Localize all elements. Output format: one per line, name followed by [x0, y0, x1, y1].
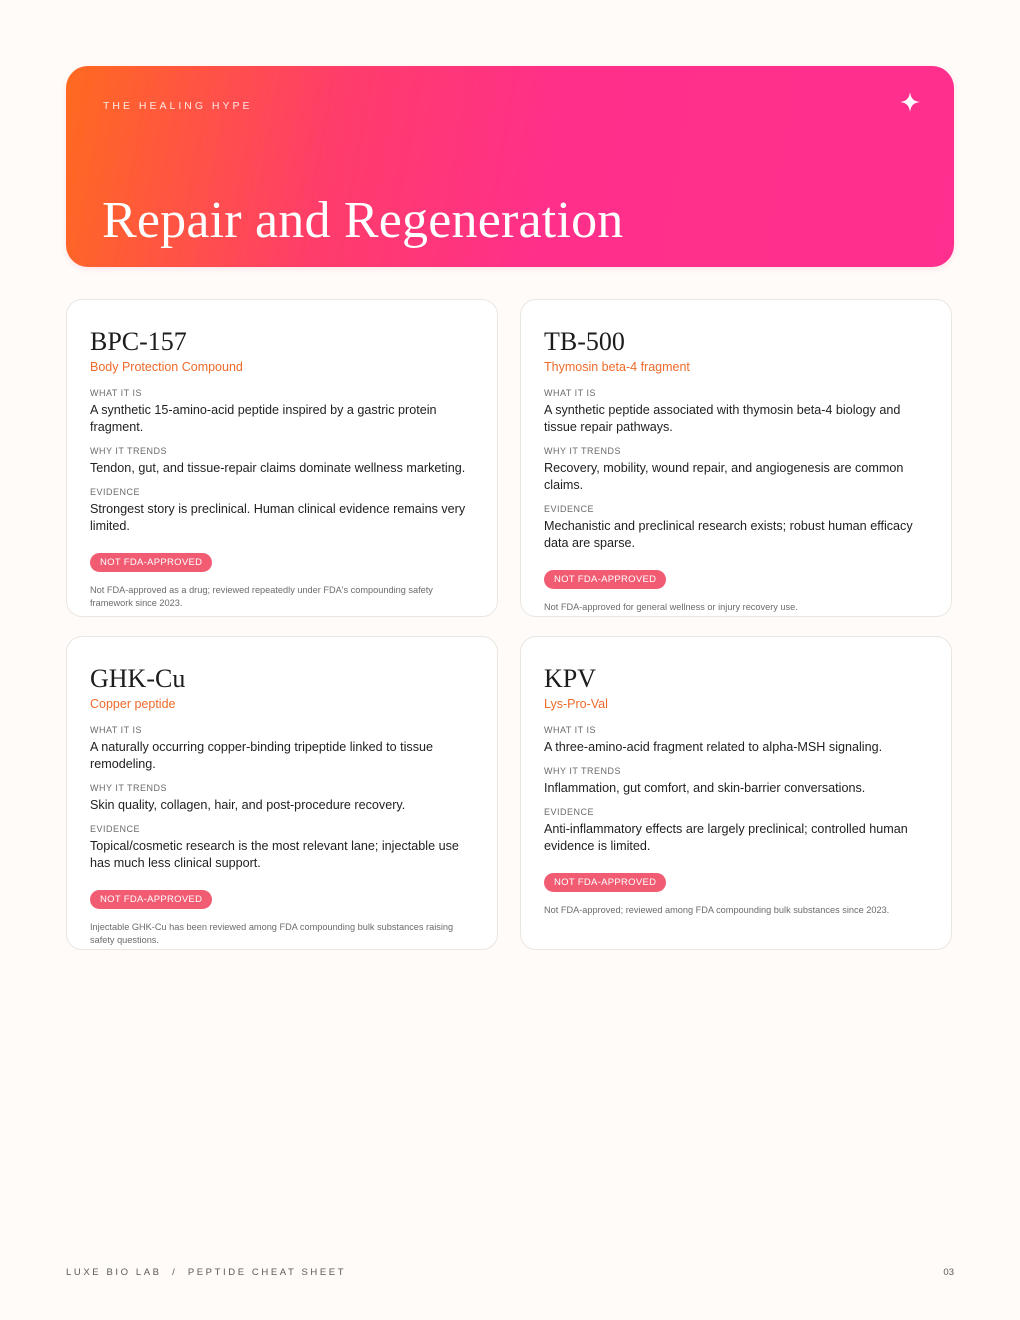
hero-eyebrow: THE HEALING HYPE [103, 100, 253, 112]
status-badge: NOT FDA-APPROVED [544, 873, 666, 892]
why-it-trends-label: WHY IT TRENDS [90, 446, 168, 456]
evidence-text: Strongest story is preclinical. Human clinical evidence remains very limited. [90, 502, 466, 533]
evidence-text: Mechanistic and preclinical research exists; robust human efficacy data are sparse. [544, 519, 913, 550]
why-it-trends-label: WHY IT TRENDS [544, 446, 622, 456]
evidence-label: EVIDENCE [544, 807, 595, 817]
evidence-label: EVIDENCE [90, 487, 141, 497]
status-badge: NOT FDA-APPROVED [544, 570, 666, 589]
why-it-trends-text: Skin quality, collagen, hair, and post-procedure recovery. [90, 798, 406, 812]
why-it-trends-text: Recovery, mobility, wound repair, and angiogenesis are common claims. [544, 461, 904, 492]
card-subtitle: Thymosin beta-4 fragment [544, 360, 690, 374]
what-it-is-text: A naturally occurring copper-binding tripeptide linked to tissue remodeling. [90, 740, 434, 771]
what-it-is-label: WHAT IT IS [544, 725, 597, 735]
regulatory-note: Not FDA-approved as a drug; reviewed repeatedly under FDA's compounding safety framework since 2023. [90, 585, 433, 608]
evidence-text: Anti-inflammatory effects are largely preclinical; controlled human evidence is limited. [544, 822, 908, 853]
sparkle-icon [900, 92, 920, 112]
card-subtitle: Body Protection Compound [90, 360, 243, 374]
card-name: GHK-Cu [90, 664, 186, 693]
peptide-card-kpv [520, 636, 952, 950]
regulatory-note: Not FDA-approved; reviewed among FDA compounding bulk substances since 2023. [544, 905, 890, 915]
what-it-is-label: WHAT IT IS [90, 388, 143, 398]
evidence-text: Topical/cosmetic research is the most relevant lane; injectable use has much less clinical support. [90, 839, 459, 870]
what-it-is-text: A synthetic peptide associated with thymosin beta-4 biology and tissue repair pathways. [544, 403, 901, 434]
evidence-label: EVIDENCE [90, 824, 141, 834]
evidence-label: EVIDENCE [544, 504, 595, 514]
peptide-card-ghk-cu [66, 636, 498, 950]
regulatory-note: Not FDA-approved for general wellness or injury recovery use. [544, 602, 798, 612]
status-badge: NOT FDA-APPROVED [90, 890, 212, 909]
card-name: KPV [544, 664, 597, 693]
card-subtitle: Lys-Pro-Val [544, 697, 608, 711]
why-it-trends-text: Tendon, gut, and tissue-repair claims dominate wellness marketing. [90, 461, 466, 475]
peptide-card-bpc-157 [66, 299, 498, 617]
what-it-is-text: A three-amino-acid fragment related to alpha-MSH signaling. [544, 740, 883, 754]
why-it-trends-text: Inflammation, gut comfort, and skin-barrier conversations. [544, 781, 866, 795]
page-number: 03 [943, 1267, 954, 1278]
why-it-trends-label: WHY IT TRENDS [544, 766, 622, 776]
footer-brand: LUXE BIO LAB / PEPTIDE CHEAT SHEET [66, 1267, 347, 1278]
status-badge: NOT FDA-APPROVED [90, 553, 212, 572]
page-title: Repair and Regeneration [102, 192, 624, 249]
what-it-is-text: A synthetic 15-amino-acid peptide inspired by a gastric protein fragment. [90, 403, 437, 434]
peptide-card-tb-500 [520, 299, 952, 617]
card-name: TB-500 [544, 327, 625, 356]
hero-banner [66, 66, 954, 267]
regulatory-note: Injectable GHK-Cu has been reviewed among FDA compounding bulk substances raising safety questions. [90, 922, 454, 945]
card-subtitle: Copper peptide [90, 697, 176, 711]
why-it-trends-label: WHY IT TRENDS [90, 783, 168, 793]
what-it-is-label: WHAT IT IS [90, 725, 143, 735]
card-name: BPC-157 [90, 327, 187, 356]
what-it-is-label: WHAT IT IS [544, 388, 597, 398]
